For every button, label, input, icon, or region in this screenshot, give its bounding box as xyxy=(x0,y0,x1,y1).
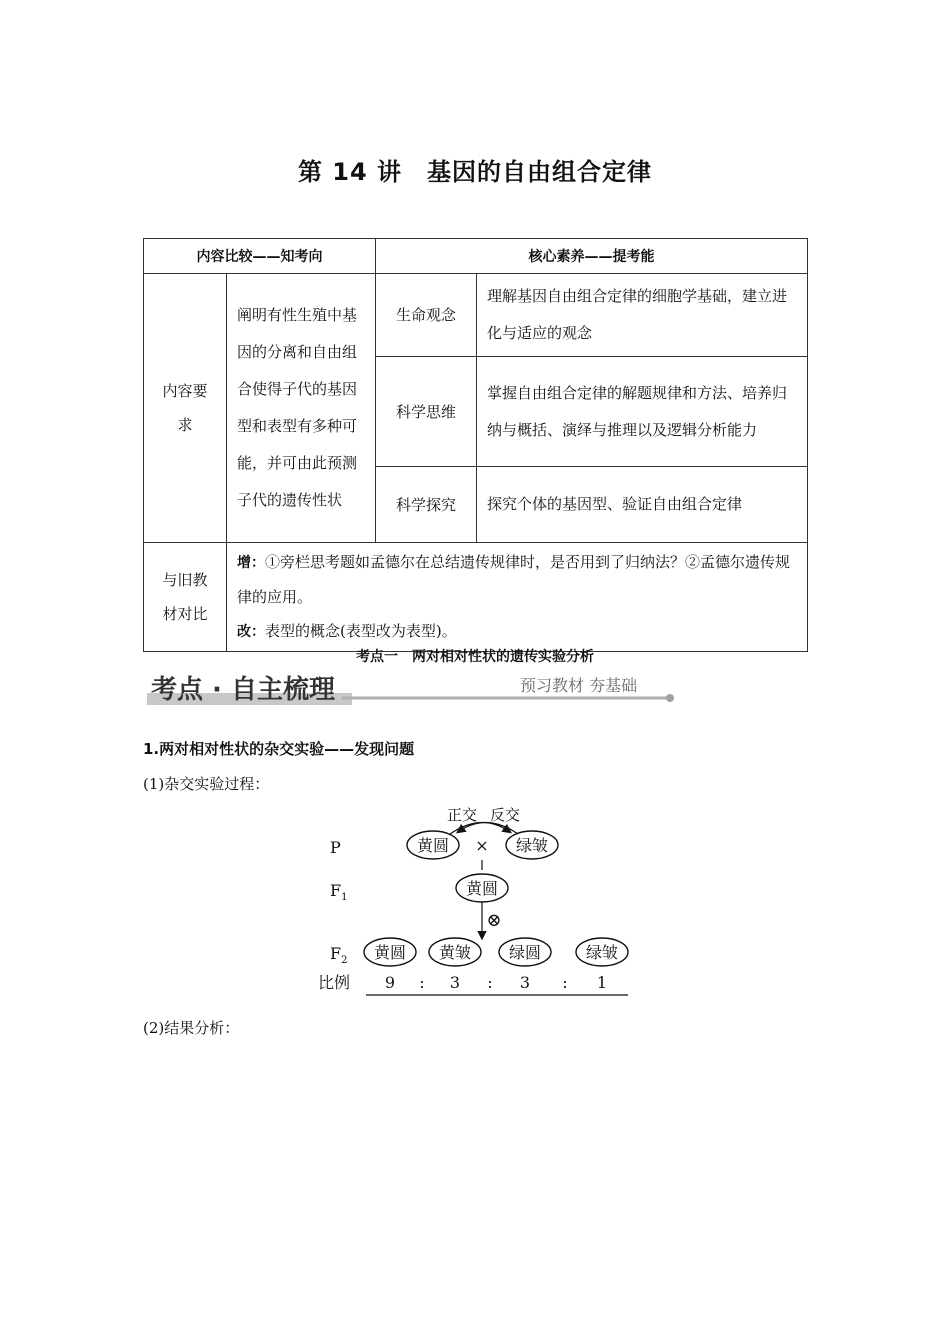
literacy-desc-3: 探究个体的基因型、验证自由组合定律 xyxy=(477,467,808,543)
f1-generation-label: $F_1$ xyxy=(330,881,348,903)
comparison-label: 与旧教材对比 xyxy=(144,543,227,652)
literacy-desc-1: 理解基因自由组合定律的细胞学基础，建立进化与适应的观念 xyxy=(477,274,808,357)
added-label: 增： xyxy=(237,555,265,571)
f1-phenotype: 黄圆 xyxy=(465,879,499,898)
f2-phenotype-3: 绿圆 xyxy=(508,943,542,962)
header-core-literacy: 核心素养——提考能 xyxy=(376,239,808,274)
section-point-title: 考点一 两对相对性状的遗传实验分析 xyxy=(356,649,594,665)
self-cross-symbol: ⊗ xyxy=(486,910,502,931)
banner-subtitle: 预习教材 夯基础 xyxy=(520,676,638,695)
f2-phenotype-1: 黄圆 xyxy=(373,943,407,962)
ratio-value-1: 9 xyxy=(384,973,396,992)
ratio-separator-2: : xyxy=(487,973,493,992)
literacy-desc-2: 掌握自由组合定律的解题规律和方法、培养归纳与概括、演绎与推理以及逻辑分析能力 xyxy=(477,357,808,467)
f2-phenotype-2: 黄皱 xyxy=(438,943,472,962)
f2-phenotype-4: 绿皱 xyxy=(585,943,619,962)
reciprocal-arrow xyxy=(458,822,518,834)
content-requirement-label: 内容要求 xyxy=(144,274,227,543)
added-item xyxy=(237,545,799,614)
ratio-separator-1: : xyxy=(419,973,425,992)
header-content-comparison: 内容比较——知考向 xyxy=(144,239,376,274)
cross-diagram xyxy=(300,798,650,1003)
changed-label: 改： xyxy=(237,624,265,640)
literacy-name-1: 生命观念 xyxy=(376,274,477,357)
reciprocal-cross-label: 反交 xyxy=(489,806,521,824)
ratio-value-4: 1 xyxy=(596,973,608,992)
changed-text: 表型的概念(表型改为表型)。 xyxy=(265,622,457,640)
ratio-value-3: 3 xyxy=(519,973,531,992)
ratio-label: 比例 xyxy=(318,973,351,992)
p-generation-label: P xyxy=(330,838,341,857)
cross-symbol: × xyxy=(475,836,489,855)
section-banner xyxy=(147,668,687,712)
heading-cross-process: (1)杂交实验过程： xyxy=(143,775,270,793)
literacy-name-3: 科学探究 xyxy=(376,467,477,543)
parent-phenotype-2: 绿皱 xyxy=(515,836,549,855)
ratio-separator-3: : xyxy=(562,973,568,992)
f2-generation-label: $F_2$ xyxy=(330,944,348,966)
banner-dot xyxy=(666,694,674,702)
heading-result-analysis: (2)结果分析： xyxy=(143,1019,240,1037)
content-requirement-text: 阐明有性生殖中基因的分离和自由组合使得子代的基因型和表型有多种可能，并可由此预测子代的遗传性状 xyxy=(227,274,376,543)
ratio-value-2: 3 xyxy=(449,973,461,992)
added-text: ①旁栏思考题如孟德尔在总结遗传规律时，是否用到了归纳法？②孟德尔遗传规律的应用。 xyxy=(237,553,791,606)
forward-cross-label: 正交 xyxy=(446,806,478,824)
changed-item xyxy=(237,614,799,649)
cross-arrow xyxy=(450,822,510,834)
requirements-table xyxy=(143,238,808,652)
literacy-name-2: 科学思维 xyxy=(376,357,477,467)
parent-phenotype-1: 黄圆 xyxy=(416,836,450,855)
heading-two-traits-cross: 1.两对相对性状的杂交实验——发现问题 xyxy=(143,740,415,758)
comparison-content xyxy=(227,543,808,652)
banner-title: 考点 · 自主梳理 xyxy=(151,675,335,705)
page-title: 第 14 讲 基因的自由组合定律 xyxy=(297,158,653,186)
